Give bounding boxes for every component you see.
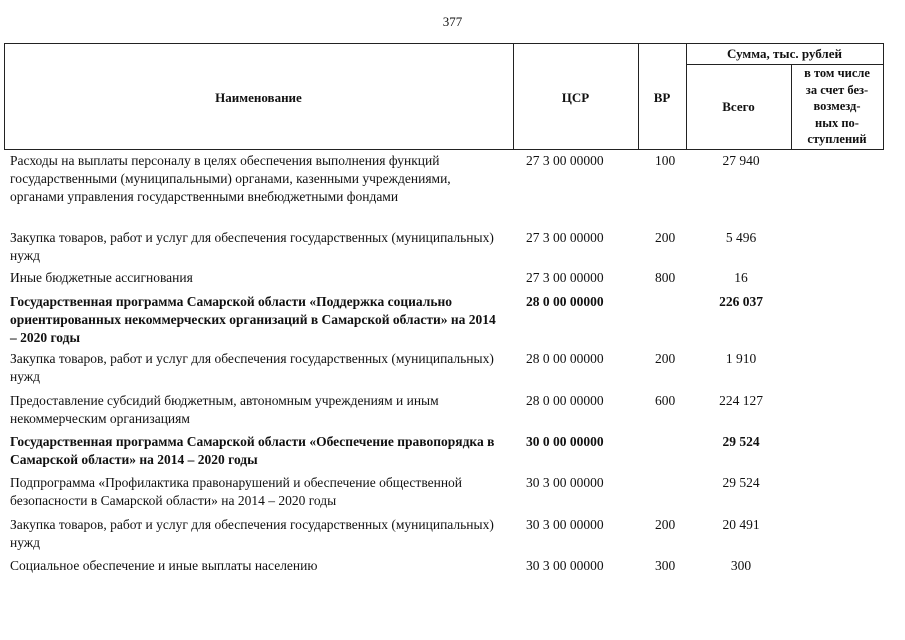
row-vr: 200: [655, 351, 676, 366]
row-csr: 28 0 00 00000: [526, 294, 604, 309]
row-csr: 28 0 00 00000: [526, 351, 604, 366]
header-total: Всего: [722, 99, 755, 114]
row-total: 27 940: [722, 153, 760, 168]
header-vr: ВР: [653, 90, 671, 105]
row-csr: 27 3 00 00000: [526, 270, 604, 285]
row-vr: 200: [655, 230, 676, 245]
row-total: 20 491: [722, 517, 760, 532]
row-name: Предоставление субсидий бюджетным, автономным учреждениям и иным некоммерческим организациям: [10, 393, 439, 426]
row-csr: 30 3 00 00000: [526, 558, 604, 573]
header-gratuitous-line: ступлений: [807, 132, 867, 146]
header-name: Наименование: [215, 90, 302, 105]
row-name: Социальное обеспечение и иные выплаты населению: [10, 558, 318, 573]
header-csr: ЦСР: [561, 90, 590, 105]
row-vr: 100: [655, 153, 676, 168]
header-gratuitous-line: возмезд-: [813, 99, 861, 113]
row-vr: 600: [655, 393, 676, 408]
row-csr: 27 3 00 00000: [526, 153, 604, 168]
row-total: 224 127: [719, 393, 763, 408]
header-gratuitous-line: за счет без-: [805, 82, 869, 97]
row-csr: 27 3 00 00000: [526, 230, 604, 245]
table-header: [4, 43, 883, 150]
row-name: Расходы на выплаты персоналу в целях обеспечения выполнения функций государственными (муниципальными) органами, казенными учреждениями, органами управления государственными внебюджетными фондами: [10, 153, 451, 204]
row-total: 5 496: [725, 230, 757, 245]
header-bottom-border: [4, 149, 883, 150]
row-csr: 30 3 00 00000: [526, 517, 604, 532]
row-csr: 30 0 00 00000: [526, 434, 604, 449]
row-name: Закупка товаров, работ и услуг для обеспечения государственных (муниципальных) нужд: [10, 517, 494, 550]
row-total: 29 524: [722, 434, 760, 449]
row-total: 29 524: [722, 475, 760, 490]
row-name: Подпрограмма «Профилактика правонарушений и обеспечение общественной безопасности в Самарской области» на 2014 – 2020 годы: [10, 475, 463, 508]
header-gratuitous-line: в том числе: [804, 66, 870, 80]
row-vr: 200: [655, 517, 676, 532]
row-name: Государственная программа Самарской области «Поддержка социально ориентированных некоммерческих организаций в Самарской области» на 2014 – 2020 годы: [10, 294, 496, 345]
row-vr: 300: [655, 558, 676, 573]
header-gratuitous: [791, 65, 883, 148]
header-right-border: [883, 43, 884, 150]
header-amount-group: Сумма, тыс. рублей: [727, 46, 842, 61]
row-total: 1 910: [725, 351, 757, 366]
row-total: 300: [730, 558, 752, 573]
row-total: 226 037: [719, 294, 763, 309]
header-top-border: [4, 43, 883, 44]
row-csr: 30 3 00 00000: [526, 475, 604, 490]
row-name: Закупка товаров, работ и услуг для обеспечения государственных (муниципальных) нужд: [10, 351, 494, 384]
row-name: Закупка товаров, работ и услуг для обеспечения государственных (муниципальных) нужд: [10, 230, 494, 263]
row-csr: 28 0 00 00000: [526, 393, 604, 408]
page-number: 377: [442, 14, 463, 29]
row-name: Государственная программа Самарской области «Обеспечение правопорядка в Самарской области» на 2014 – 2020 годы: [10, 434, 495, 467]
row-name: Иные бюджетные ассигнования: [10, 270, 193, 285]
header-gratuitous-line: ных по-: [815, 115, 859, 130]
row-vr: 800: [655, 270, 676, 285]
row-total: 16: [734, 270, 748, 285]
